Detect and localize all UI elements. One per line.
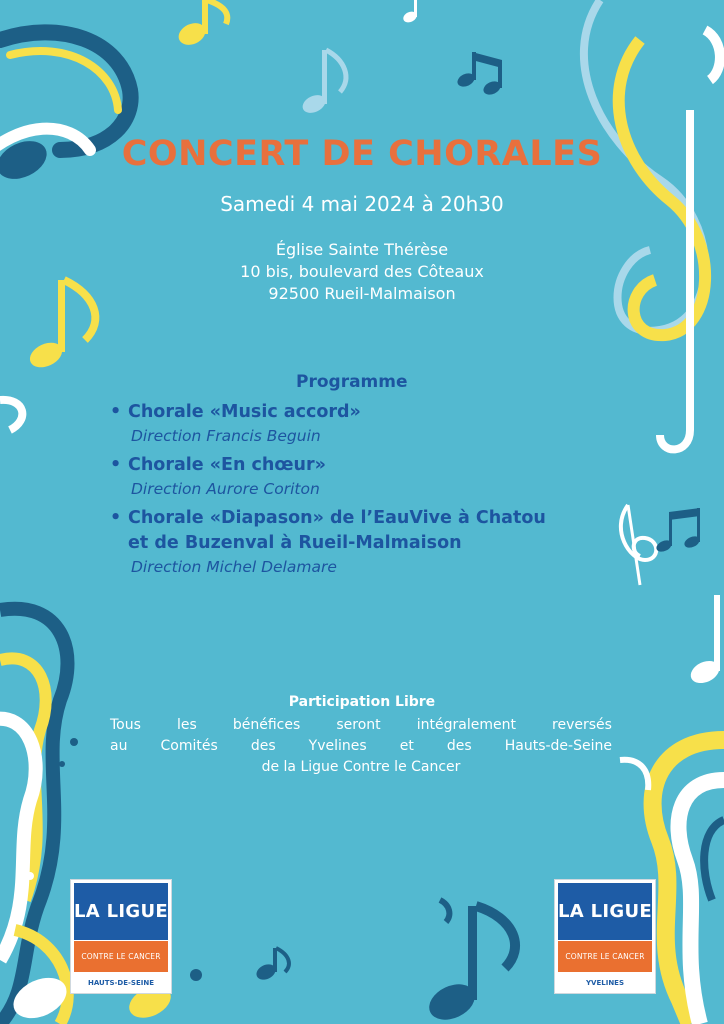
programme-list <box>110 400 710 584</box>
choir-director: Direction Aurore Coriton <box>131 480 320 498</box>
music-note-icon <box>300 50 346 116</box>
venue-city: 92500 Rueil-Malmaison <box>268 284 456 303</box>
benefits-text <box>110 715 612 778</box>
logo-name: LA LIGUE <box>74 883 168 940</box>
music-note-icon <box>175 0 227 49</box>
benefits-line-3: de la Ligue Contre le Cancer <box>261 759 461 775</box>
venue-name: Église Sainte Thérèse <box>275 240 449 259</box>
ligue-logo-yvelines <box>554 879 656 994</box>
logo-region: HAUTS-DE-SEINE <box>87 979 155 987</box>
concert-title: CONCERT DE CHORALES <box>121 134 603 174</box>
word: bénéfices <box>232 717 301 733</box>
music-note-icon <box>402 0 419 24</box>
music-note-icon <box>254 948 289 983</box>
word: Yvelines <box>308 738 367 754</box>
word: et <box>399 738 414 754</box>
word: Comités <box>160 738 218 754</box>
concert-date: Samedi 4 mai 2024 à 20h30 <box>220 192 504 216</box>
bullet-icon: • <box>110 402 122 422</box>
choir-name: Chorale «Diapason» de l’EauVive à Chatou <box>128 508 546 528</box>
programme-heading: Programme <box>296 372 408 392</box>
word: des <box>250 738 276 754</box>
word: les <box>176 717 197 733</box>
bullet-icon: • <box>110 508 122 528</box>
word: intégralement <box>416 717 516 733</box>
music-note-icon <box>455 52 502 97</box>
choir-director: Direction Michel Delamare <box>131 558 337 576</box>
programme-item <box>110 400 710 447</box>
benefits-line-1 <box>110 715 612 736</box>
logo-name: LA LIGUE <box>558 883 652 940</box>
word: Tous <box>110 717 141 733</box>
programme-item <box>110 453 710 500</box>
benefits-line-2 <box>110 736 612 757</box>
word: reversés <box>552 717 612 733</box>
bullet-icon: • <box>110 455 122 475</box>
venue-street: 10 bis, boulevard des Côteaux <box>240 262 484 281</box>
word: seront <box>336 717 381 733</box>
choir-name: Chorale «Music accord» <box>128 402 361 422</box>
ligue-logo-hauts-de-seine <box>70 879 172 994</box>
word: des <box>446 738 472 754</box>
programme-item <box>110 506 710 578</box>
music-note-icon <box>423 900 515 1024</box>
choir-name-continued: et de Buzenval à Rueil-Malmaison <box>128 533 462 553</box>
venue-address <box>0 239 724 305</box>
choir-director: Direction Francis Beguin <box>131 427 321 445</box>
choir-name: Chorale «En chœur» <box>128 455 326 475</box>
logo-subtitle: CONTRE LE CANCER <box>74 941 168 972</box>
participation-heading: Participation Libre <box>288 694 436 710</box>
word: au <box>110 738 128 754</box>
logo-subtitle: CONTRE LE CANCER <box>558 941 652 972</box>
treble-clef-icon <box>584 0 720 449</box>
logo-region: YVELINES <box>585 979 624 987</box>
music-note-icon <box>687 595 723 687</box>
word: Hauts-de-Seine <box>504 738 612 754</box>
